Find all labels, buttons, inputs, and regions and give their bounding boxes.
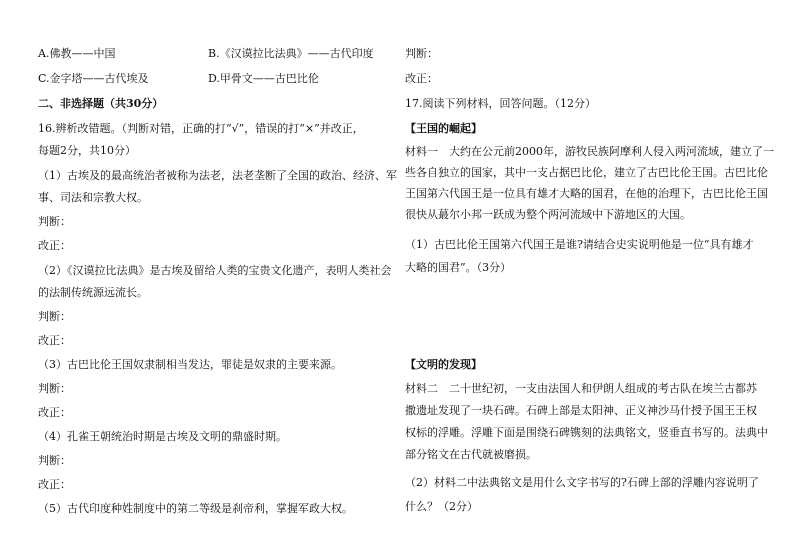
material-two-line1: 材料二 二十世纪初，一支由法国人和伊朗人组成的考古队在埃兰古都苏 [405,382,757,395]
option-c: C.金字塔——古代埃及 [38,72,149,85]
q17-sub2-line2: 什么？（2分） [405,500,478,513]
material-two-line3: 权标的浮雕。浮雕下面是围绕石碑镌刻的法典铭文，竖垂直书写的。法典中 [405,426,768,439]
section-discovery-heading: 【文明的发现】 [405,358,482,371]
q16-s1-line2: 事、司法和宗教大权。 [38,191,148,204]
section-two-heading: 二、非选择题（共30分） [38,97,164,110]
q15-judge: 判断： [405,47,438,60]
q16-s3-judge: 判断： [38,382,71,395]
material-one-line3: 王国第六代国王是一位具有雄才大略的国君，在他的治理下，古巴比伦王国 [405,187,768,200]
material-one-line4: 很快从蕞尔小邦一跃成为整个两河流域中下游地区的大国。 [405,208,691,221]
section-rise-heading: 【王国的崛起】 [405,122,482,135]
q15-correct: 改正： [405,72,438,85]
q16-s2-line2: 的法制传统源远流长。 [38,286,148,299]
q17-sub1-line2: 大略的国君”。（3分） [405,261,512,274]
q16-s4-correct: 改正： [38,478,71,491]
q16-s2-judge: 判断： [38,310,71,323]
q16-s2-correct: 改正： [38,334,71,347]
q17-title: 17.阅读下列材料，回答问题。（12分） [405,97,596,110]
material-one-line2: 些各自独立的国家，其中一支占据巴比伦，建立了古巴比伦王国。古巴比伦 [405,166,768,179]
q16-s4-judge: 判断： [38,454,71,467]
material-two-line2: 撒遗址发现了一块石碑。石碑上部是太阳神、正义神沙马什授予国王王权 [405,404,757,417]
option-b: B.《汉谟拉比法典》——古代印度 [208,47,374,60]
q16-s1-correct: 改正： [38,239,71,252]
q17-sub1-line1: （1）古巴比伦王国第六代国王是谁?请结合史实说明他是一位“具有雄才 [405,238,754,251]
q16-s1-line1: （1）古埃及的最高统治者被称为法老，法老垄断了全国的政治、经济、军 [38,169,397,182]
q16-s3: （3）古巴比伦王国奴隶制相当发达，罪徒是奴隶的主要来源。 [38,358,342,371]
q16-s3-correct: 改正： [38,406,71,419]
q16-intro-line1: 16.辨析改错题。（判断对错，正确的打“√”，错误的打“×”并改正， [38,122,364,135]
q16-s1-judge: 判断： [38,215,71,228]
option-a: A.佛教——中国 [38,47,116,60]
material-two-line4: 部分铭文在古代就被磨损。 [405,448,537,461]
q16-s2-line1: （2）《汉谟拉比法典》是古埃及留给人类的宝贵文化遗产，表明人类社会 [38,264,392,277]
option-d: D.甲骨文——古巴比伦 [208,72,319,85]
material-one-line1: 材料一 大约在公元前2000年，游牧民族阿摩利人侵入两河流域，建立了一 [405,145,774,158]
q16-s5: （5）古代印度种姓制度中的第二等级是刹帝利，掌握军政大权。 [38,502,353,515]
q16-intro-line2: 每题2分，共10分） [38,144,136,157]
q16-s4: （4）孔雀王朝统治时期是古埃及文明的鼎盛时期。 [38,430,287,443]
q17-sub2-line1: （2）材料二中法典铭文是用什么文字书写的?石碑上部的浮雕内容说明了 [405,476,759,489]
